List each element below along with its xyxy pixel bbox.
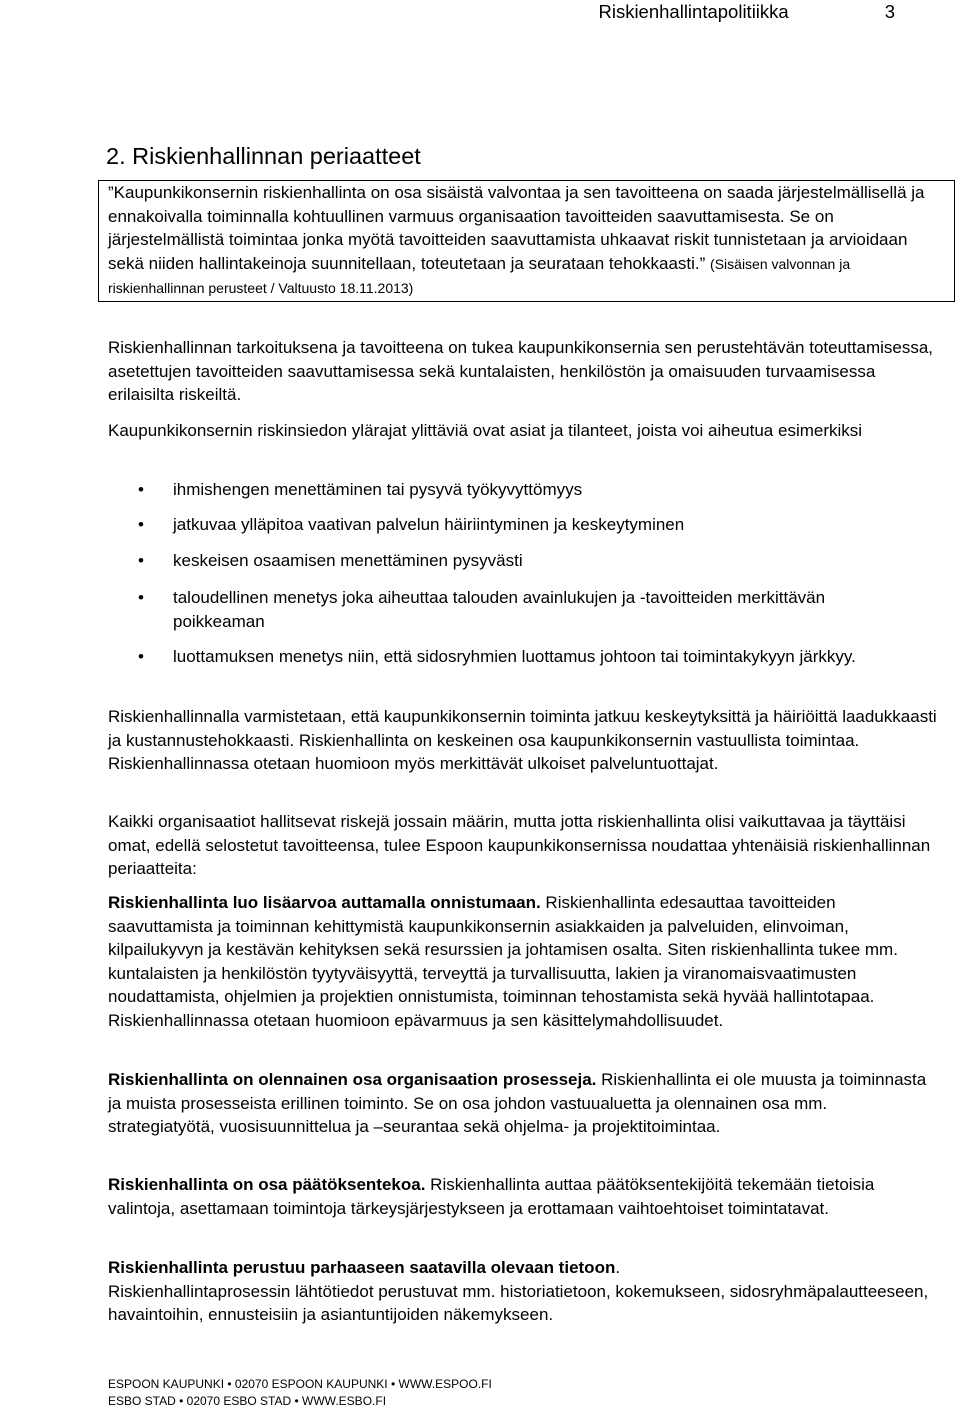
page-number: 3 xyxy=(884,1,895,22)
quote-box xyxy=(98,180,955,302)
principle-processes xyxy=(108,1068,938,1139)
footer-line-fi: ESPOON KAUPUNKI • 02070 ESPOON KAUPUNKI • WWW.ESPOO.FI xyxy=(108,1377,492,1391)
list-item-text: keskeisen osaamisen menettäminen pysyvästi xyxy=(173,551,523,570)
principle-text: Riskienhallinta ei ole muusta ja toiminnasta ja muista prosesseista erillinen toiminto. Se on osa johdon vastuualuetta ja olennainen osa mm. strategiatyötä, vuosisuunnittelua ja –seurantaa sekä ohjelma- ja projektitoimintaa. xyxy=(108,1070,927,1136)
list-item xyxy=(108,513,908,537)
quote-text: ”Kaupunkikonsernin riskienhallinta on osa sisäistä valvontaa ja sen tavoitteena on saada järjestelmällisellä ja ennakoivalla toiminnalla kohtuullinen varmuus organisaation tavoitteiden saavuttamisesta. Se on järjestelmällistä toimintaa jonka myötä tavoitteiden saavuttamista uhkaavat riskit tunnistetaan ja arvioidaan sekä niiden hallintakeinoja suunnitellaan, toteutetaan ja seurataan tehokkaasti.” xyxy=(108,183,925,273)
quote-source: (Sisäisen valvonnan ja riskienhallinnan perusteet / Valtuusto 18.11.2013) xyxy=(108,255,851,296)
bullet-icon: • xyxy=(138,647,144,666)
footer-line-sv: ESBO STAD • 02070 ESBO STAD • WWW.ESBO.FI xyxy=(108,1394,387,1408)
bullet-icon: • xyxy=(138,588,144,607)
paragraph-continuity xyxy=(108,705,938,776)
list-item xyxy=(108,586,908,633)
list-item xyxy=(108,549,908,573)
paragraph-purpose xyxy=(108,336,938,407)
list-item-text: luottamuksen menetys niin, että sidosryhmien luottamus johtoon tai toimintakykyyn järkkyy. xyxy=(173,647,856,666)
list-item-text: taloudellinen menetys joka aiheuttaa talouden avainlukujen ja -tavoitteiden merkittävän poikkeaman xyxy=(173,588,826,631)
list-item xyxy=(108,478,908,502)
list-item-text: jatkuvaa ylläpitoa vaativan palvelun häiriintyminen ja keskeytyminen xyxy=(173,515,685,534)
paragraph-text: Kaikki organisaatiot hallitsevat riskejä jossain määrin, mutta jotta riskienhallinta olisi vaikuttavaa ja täyttäisi omat, edellä selostetut tavoitteensa, tulee Espoon kaupunkikonsernissa noudattaa yhtenäisiä riskienhallinnan periaatteita: xyxy=(108,812,931,878)
principle-text: Riskienhallinta edesauttaa tavoitteiden saavuttamista ja toiminnan kehittymistä kaupunkikonsernin asiakkaiden ja palveluiden, elinvoiman, kilpailukyvyn ja kestävän kehityksen sekä resurssien ja johtamisen osalta. Siten riskienhallinta tukee mm. kuntalaisten ja henkilöstön tyytyväisyyttä, terveyttä ja turvallisuutta, lakien ja viranomaisvaatimusten noudattamista, ohjelmien ja projektien onnistumista, toiminnan tehostamista sekä hyvää hallintotapaa. Riskienhallinnassa otetaan huomioon epävarmuus ja sen käsittelymahdollisuudet. xyxy=(108,893,898,1030)
paragraph-text: Kaupunkikonsernin riskinsiedon ylärajat ylittäviä ovat asiat ja tilanteet, joista voi aiheutua esimerkiksi xyxy=(108,421,863,440)
principle-heading: Riskienhallinta on osa päätöksentekoa. xyxy=(108,1175,426,1194)
principle-added-value xyxy=(108,891,938,1032)
paragraph-principles-intro xyxy=(108,810,938,881)
principle-heading: Riskienhallinta luo lisäarvoa auttamalla onnistumaan. xyxy=(108,893,541,912)
principle-best-information xyxy=(108,1256,938,1327)
paragraph-text: Riskienhallinnalla varmistetaan, että kaupunkikonsernin toiminta jatkuu keskeytyksittä ja häiriöittä laadukkaasti ja kustannustehokkaasti. Riskienhallinta on keskeinen osa kaupunkikonsernin vastuullista toimintaa. Riskienhallinnassa otetaan huomioon myös merkittävät ulkoiset palveluntuottajat. xyxy=(108,707,937,773)
section-heading: 2. Riskienhallinnan periaatteet xyxy=(106,143,421,169)
bullet-icon: • xyxy=(138,551,144,570)
list-item xyxy=(108,645,908,669)
paragraph-text: Riskienhallinnan tarkoituksena ja tavoitteena on tukea kaupunkikonsernia sen perustehtävän toteuttamisessa, asetettujen tavoitteiden saavuttamisessa sekä kuntalaisten, henkilöstön ja omaisuuden turvaamisessa erilaisilta riskeiltä. xyxy=(108,338,934,404)
page-header xyxy=(598,0,895,24)
principle-text: Riskienhallintaprosessin lähtötiedot perustuvat mm. historiatietoon, kokemukseen, sidosryhmäpalautteeseen, havaintoihin, ennusteisiin ja asiantuntijoiden näkemykseen. xyxy=(108,1281,929,1324)
principle-heading: Riskienhallinta on olennainen osa organisaation prosesseja. xyxy=(108,1070,597,1089)
document-title: Riskienhallintapolitiikka xyxy=(598,1,789,22)
bullet-icon: • xyxy=(138,480,144,499)
principle-decision-making xyxy=(108,1173,938,1220)
paragraph-risk-limits xyxy=(108,419,938,443)
list-item-text: ihmishengen menettäminen tai pysyvä työkyvyttömyys xyxy=(173,480,583,499)
bullet-icon: • xyxy=(138,515,144,534)
principle-period: . xyxy=(615,1258,621,1277)
principle-heading: Riskienhallinta perustuu parhaaseen saatavilla olevaan tietoon xyxy=(108,1258,616,1277)
principle-text: Riskienhallinta auttaa päätöksentekijöitä tekemään tietoisia valintoja, asettamaan toimintoja tärkeysjärjestykseen ja erottamaan vaihtoehtoiset toimintatavat. xyxy=(108,1175,875,1218)
